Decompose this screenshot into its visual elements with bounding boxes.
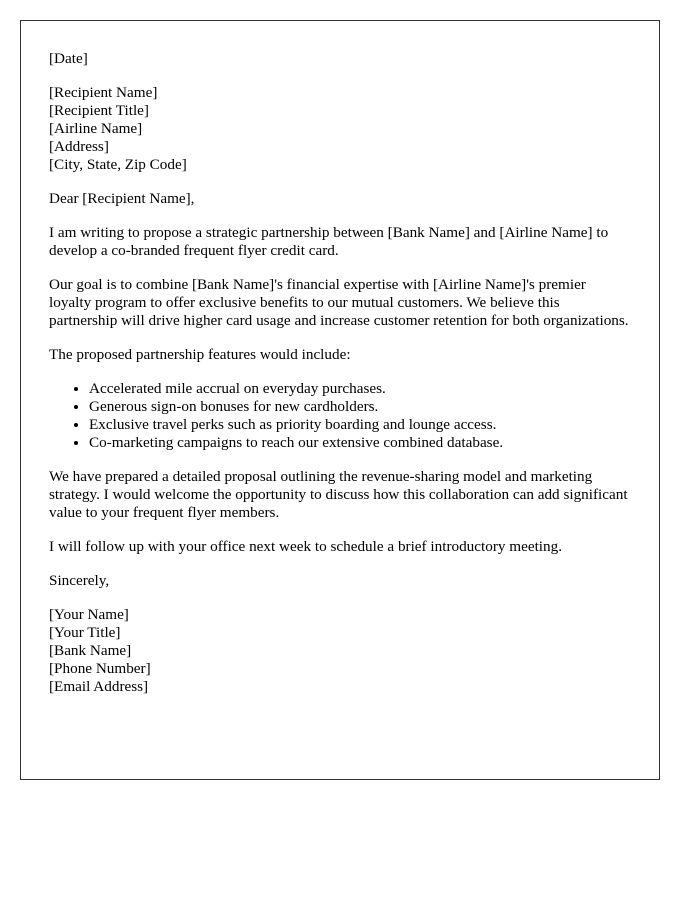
signature-block: [49, 606, 631, 696]
date-text: [Date]: [49, 50, 88, 67]
list-item: • Exclusive travel perks such as priority boarding and lounge access.: [89, 416, 631, 434]
body-paragraph-proposal: We have prepared a detailed proposal outlining the revenue-sharing model and marketing strategy. I would welcome the opportunity to discuss how this collaboration can add significant value to your frequent flyer members.: [49, 468, 628, 521]
spacer: [49, 590, 631, 606]
date-line: [49, 50, 631, 68]
recipient-city-state-zip: [City, State, Zip Code]: [49, 156, 187, 173]
body-paragraph-intro: I am writing to propose a strategic partnership between [Bank Name] and [Airline Name] to develop a co-branded frequent flyer credit card.: [49, 224, 609, 259]
features-list: [49, 380, 631, 452]
recipient-title: [Recipient Title]: [49, 102, 149, 119]
list-item: • Accelerated mile accrual on everyday purchases.: [89, 380, 631, 398]
sender-bank-name: [Bank Name]: [49, 642, 132, 659]
features-intro: The proposed partnership features would include:: [49, 346, 351, 363]
sender-email: [Email Address]: [49, 678, 149, 695]
spacer: [49, 452, 631, 468]
list-item: • Co-marketing campaigns to reach our extensive combined database.: [89, 434, 631, 452]
recipient-address-block: [49, 84, 631, 174]
spacer: [49, 174, 631, 190]
letter-page: [20, 20, 660, 780]
recipient-name: [Recipient Name]: [49, 84, 158, 101]
salutation: Dear [Recipient Name],: [49, 190, 195, 207]
list-item: • Generous sign-on bonuses for new cardholders.: [89, 398, 631, 416]
spacer: [49, 68, 631, 84]
closing: Sincerely,: [49, 572, 110, 589]
spacer: [49, 208, 631, 224]
sender-name: [Your Name]: [49, 606, 129, 623]
body-paragraph-goal: Our goal is to combine [Bank Name]'s financial expertise with [Airline Name]'s premier loyalty program to offer exclusive benefits to our mutual customers. We believe this partnership will drive higher card usage and increase customer retention for both organizations.: [49, 276, 629, 329]
recipient-address: [Address]: [49, 138, 109, 155]
spacer: [49, 364, 631, 380]
spacer: [49, 330, 631, 346]
sender-title: [Your Title]: [49, 624, 121, 641]
spacer: [49, 260, 631, 276]
spacer: [49, 556, 631, 572]
spacer: [49, 522, 631, 538]
body-paragraph-follow-up: I will follow up with your office next week to schedule a brief introductory meeting.: [49, 538, 563, 555]
recipient-airline-name: [Airline Name]: [49, 120, 143, 137]
sender-phone: [Phone Number]: [49, 660, 151, 677]
